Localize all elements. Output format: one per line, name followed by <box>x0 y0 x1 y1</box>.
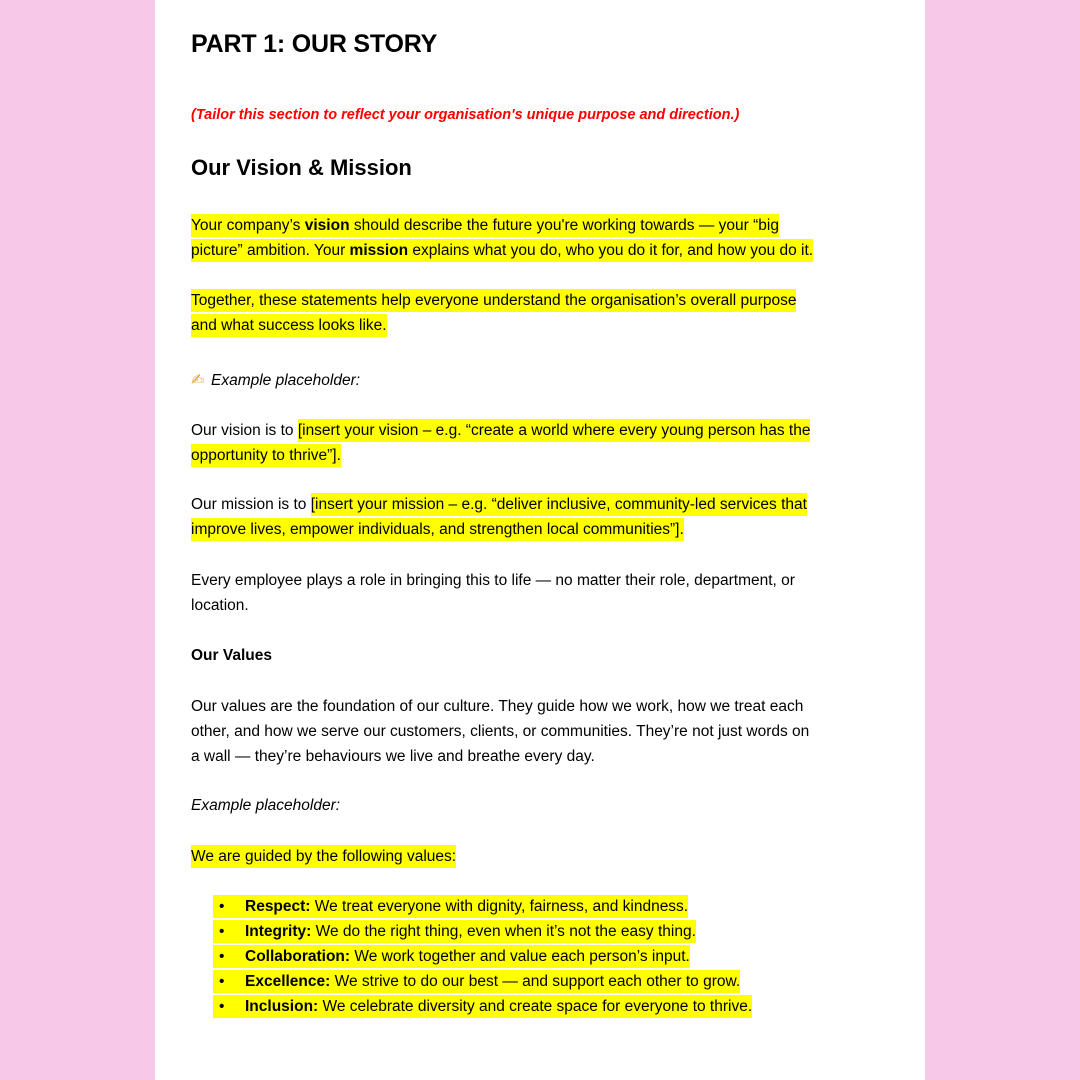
highlighted-text: We are guided by the following values: <box>191 845 456 868</box>
section-heading: PART 1: OUR STORY <box>191 30 438 58</box>
value-term: Inclusion: <box>245 998 319 1015</box>
value-description: We work together and value each person’s input. <box>350 948 690 965</box>
example-placeholder-label <box>191 367 360 392</box>
highlighted-text <box>213 995 752 1018</box>
bullet-marker: • <box>219 998 225 1015</box>
paragraph-line <box>191 418 810 443</box>
value-term: Excellence: <box>245 973 331 990</box>
bold-term-mission: mission <box>349 242 409 259</box>
vision-placeholder: [insert your vision – e.g. “create a world where every young person has the <box>298 419 811 442</box>
list-item <box>213 994 752 1019</box>
bold-term-vision: vision <box>304 217 350 234</box>
paragraph-line <box>191 238 813 263</box>
paragraph-line <box>191 213 813 238</box>
value-description: We strive to do our best — and support each other to grow. <box>330 973 741 990</box>
value-description: We do the right thing, even when it’s not the easy thing. <box>311 923 696 940</box>
list-item <box>213 919 752 944</box>
text-run: picture” ambition. Your <box>191 242 350 259</box>
mission-statement <box>191 492 807 542</box>
list-item <box>213 944 752 969</box>
values-intro-paragraph <box>191 694 809 769</box>
instruction-note: (Tailor this section to reflect your organisation's unique purpose and direction.) <box>191 107 740 123</box>
every-employee-paragraph <box>191 568 795 618</box>
paragraph-line <box>191 844 456 869</box>
document-page <box>155 0 925 1080</box>
vision-mission-title: Our Vision & Mission <box>191 155 412 180</box>
text-run: Our mission is to <box>191 496 311 513</box>
highlighted-text <box>213 970 740 993</box>
paragraph-line <box>191 492 807 517</box>
bullet-marker: • <box>219 923 225 940</box>
mission-placeholder: [insert your mission – e.g. “deliver inclusive, community-led services that <box>311 493 807 516</box>
value-description: We treat everyone with dignity, fairness, and kindness. <box>310 898 689 915</box>
bullet-marker: • <box>219 948 225 965</box>
value-term: Integrity: <box>245 923 312 940</box>
values-list-intro <box>191 844 456 869</box>
bullet-marker: • <box>219 973 225 990</box>
values-title: Our Values <box>191 647 272 664</box>
example-placeholder-text: Example placeholder: <box>211 372 361 389</box>
paragraph-line: location. <box>191 597 249 614</box>
purpose-paragraph <box>191 288 796 338</box>
values-example-placeholder: Example placeholder: <box>191 797 341 814</box>
paragraph-line <box>191 288 796 313</box>
vision-placeholder: opportunity to thrive”]. <box>191 444 341 467</box>
paragraph-line <box>191 367 360 392</box>
highlighted-text <box>213 945 690 968</box>
paragraph-line: Our values are the foundation of our culture. They guide how we work, how we treat each <box>191 698 804 715</box>
text-run: Our vision is to <box>191 422 298 439</box>
highlighted-text: Together, these statements help everyone understand the organisation’s overall purpose <box>191 289 796 312</box>
list-item <box>213 894 752 919</box>
paragraph-line <box>191 313 796 338</box>
paragraph-line <box>191 443 810 468</box>
highlighted-text <box>213 920 696 943</box>
list-item <box>213 969 752 994</box>
mission-placeholder: improve lives, empower individuals, and strengthen local communities”]. <box>191 518 684 541</box>
vision-mission-intro-paragraph <box>191 213 813 263</box>
value-term: Respect: <box>245 898 311 915</box>
writing-hand-icon: ✍ <box>191 370 205 389</box>
text-run: Your company’s <box>191 217 305 234</box>
highlighted-text <box>213 895 688 918</box>
highlighted-text <box>191 214 779 237</box>
paragraph-line <box>191 517 807 542</box>
text-run: should describe the future you're working towards — your “big <box>349 217 779 234</box>
text-run: explains what you do, who you do it for, and how you do it. <box>408 242 814 259</box>
value-description: We celebrate diversity and create space for everyone to thrive. <box>318 998 753 1015</box>
paragraph-line: a wall — they’re behaviours we live and breathe every day. <box>191 748 595 765</box>
paragraph-line: other, and how we serve our customers, clients, or communities. They’re not just words on <box>191 723 810 740</box>
vision-statement <box>191 418 810 468</box>
highlighted-text <box>191 239 813 262</box>
values-list <box>213 894 752 1019</box>
paragraph-line: Every employee plays a role in bringing this to life — no matter their role, department, or <box>191 572 795 589</box>
value-term: Collaboration: <box>245 948 351 965</box>
bullet-marker: • <box>219 898 225 915</box>
highlighted-text: and what success looks like. <box>191 314 387 337</box>
